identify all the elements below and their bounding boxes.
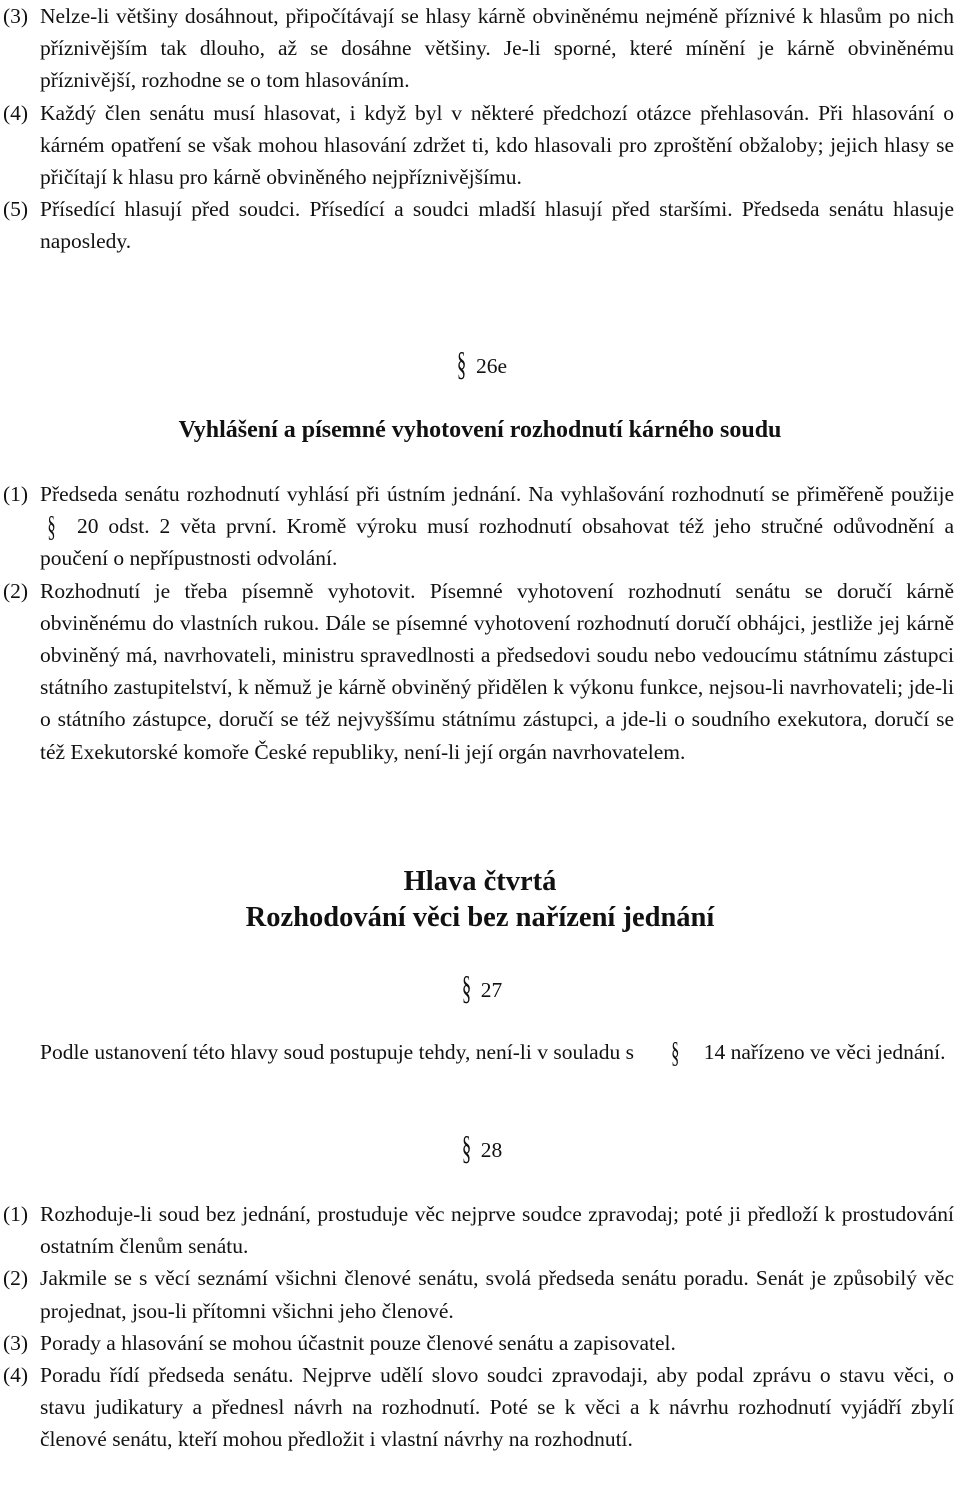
paragraph-number: (5) [3,197,29,222]
paragraph-text: Předseda senátu rozhodnutí vyhlásí při ústním jednání. Na vyhlašování rozhodnutí se přiměřeně použije [40,482,954,506]
paragraph-3 [0,1327,960,1359]
paragraph-text: Každý člen senátu musí hlasovat, i když byl v některé předchozí otázce přehlasován. Při hlasování o kárném opatření se však mohou hlasování zdržet ti, kdo hlasovali pro zproštění obžaloby; jejich hlasy se přičítají k hlasu pro kárně obviněného nejpříznivějšímu. [40,100,954,190]
paragraph-number: (4) [3,100,29,125]
paragraph-number: (1) [3,1202,29,1226]
paragraph-text: Jakmile se s věcí seznámí všichni členové senátu, svolá předseda senátu poradu. Senát je způsobilý věc projednat, jsou-li přítomni všichni jeho členové. [40,1266,954,1323]
paragraph-2 [0,575,960,768]
chapter-number: Hlava čtvrtá [403,866,557,897]
paragraph-text: Podle ustanovení této hlavy soud postupuje tehdy, není-li v souladu s [40,1040,634,1064]
paragraph-number: (2) [3,578,29,603]
paragraph-block-26e [0,478,960,768]
paragraph-number: (4) [3,1363,29,1388]
paragraph-text: Rozhodnutí je třeba písemně vyhotovit. Písemné vyhotovení rozhodnutí senátu se doručí kárně obviněnému do vlastních rukou. Dále se písemné vyhotovení rozhodnutí doručí obhájci, jestliže jej kárně obviněný má, navrhovateli, ministru spravedlnosti a předsedovi soudu nebo vedoucímu státnímu zástupci státního zastupitelství, k němuž je kárně obviněný přidělen k výkonu funkce, nejsou-li navrhovateli; jde-li o státního zástupce, doručí se též nejvyššímu státnímu zástupci, a jde-li o soudního exekutora, doručí se též Exekutorské komoře České republiky, není-li její orgán navrhovatelem. [40,578,954,764]
paragraph-1 [0,478,960,575]
section-sign-icon: § [456,346,467,383]
paragraph-4 [0,1359,960,1456]
paragraph-1 [0,1198,960,1262]
paragraph-block-28 [0,1198,960,1456]
section-number: 27 [480,978,503,1002]
paragraph-text: Porady a hlasování se mohou účastnit pouze členové senátu a zapisovatel. [40,1330,676,1355]
section-sign-icon: § [461,1130,471,1167]
paragraph-block-27 [0,1036,960,1068]
chapter-title: Rozhodování věci bez nařízení jednání [245,902,715,933]
paragraph-text: Poradu řídí předseda senátu. Nejprve udělí slovo soudci zpravodaji, aby podal zprávu o stavu věci, o stavu judikatury a přednesl návrh na rozhodnutí. Poté se k věci a k návrhu rozhodnutí vyjádří zbylí členové senátu, kteří mohou předložit i vlastní návrhy na rozhodnutí. [40,1363,954,1452]
paragraph-number: (3) [3,4,29,28]
paragraph-text: Přísedící hlasují před soudci. Přísedící a soudci mladší hlasují před staršími. Předseda senátu hlasuje naposledy. [40,197,954,254]
paragraph-body [0,1036,960,1068]
paragraph-text: Nelze-li většiny dosáhnout, připočítávají se hlasy kárně obviněnému nejméně příznivé k hlasům po nich příznivějším tak dlouho, až se dosáhne většiny. Je-li sporné, které mínění je kárně obviněnému příznivější, rozhodne se o tom hlasováním. [40,4,954,93]
section-title-26e: Vyhlášení a písemné vyhotovení rozhodnutí kárného soudu [178,417,782,443]
paragraph-2 [0,1262,960,1326]
section-number: 28 [480,1138,503,1162]
paragraph-number: (3) [3,1330,29,1355]
paragraph-5 [0,193,960,257]
paragraph-3 [0,0,960,97]
paragraph-4 [0,97,960,194]
paragraph-number: (1) [3,482,29,506]
paragraph-text-cont: 14 nařízeno ve věci jednání. [703,1040,946,1064]
section-sign-icon: § [461,970,471,1007]
paragraph-text: Rozhoduje-li soud bez jednání, prostuduje věc nejprve soudce zpravodaj; poté ji předloží k prostudování ostatním členům senátu. [40,1202,954,1259]
section-number: 26e [475,354,508,378]
paragraph-text-cont: 20 odst. 2 věta první. Kromě výroku musí rozhodnutí obsahovat též jeho stručné odůvodnění a poučení o nepřípustnosti odvolání. [40,514,954,571]
section-sign-icon: § [671,1036,680,1069]
section-heading-27 [0,970,960,1007]
paragraph-block-26d [0,0,960,258]
paragraph-number: (2) [3,1266,29,1291]
section-heading-26e [0,346,960,383]
section-sign-icon: § [47,510,56,544]
section-heading-28 [0,1130,960,1167]
